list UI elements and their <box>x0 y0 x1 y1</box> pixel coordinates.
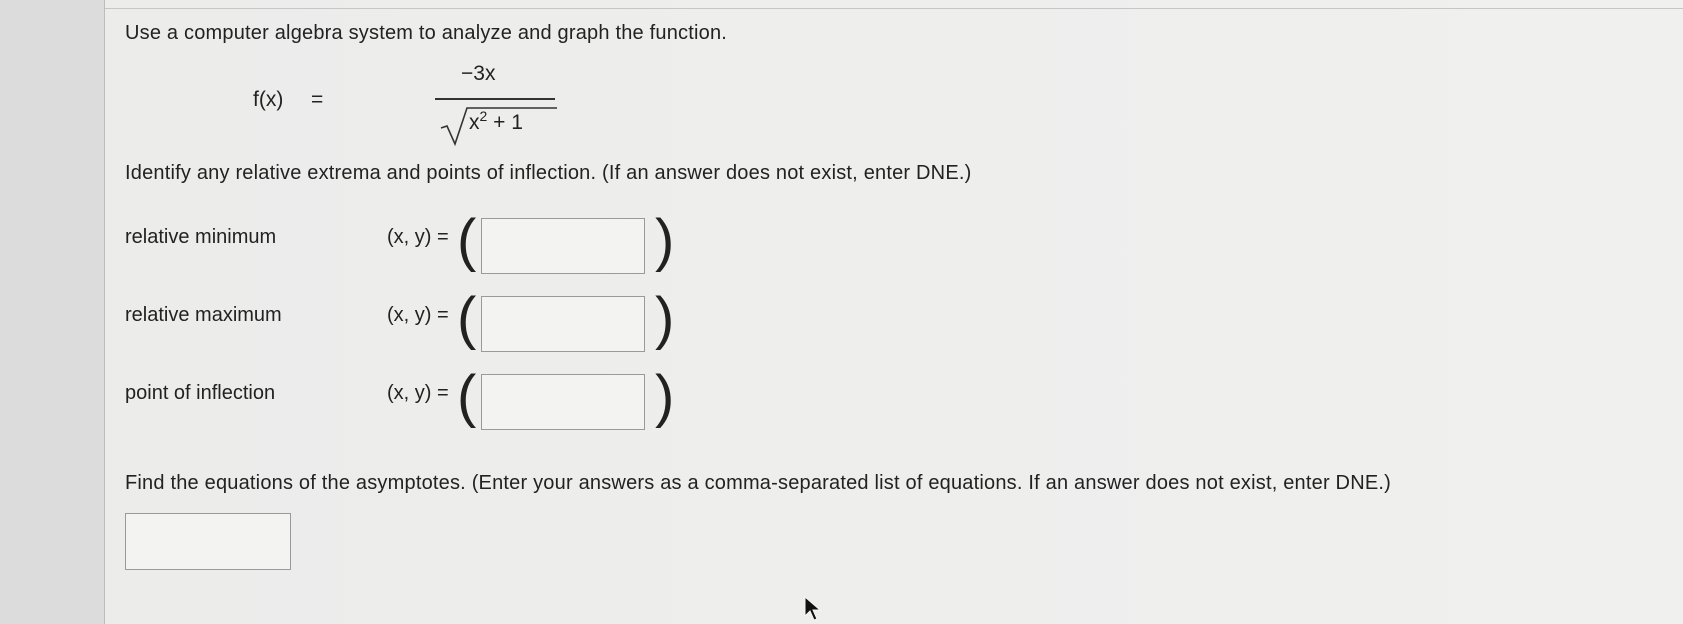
point-of-inflection-label: point of inflection <box>125 382 276 404</box>
problem-panel <box>104 0 1683 624</box>
relative-maximum-label: relative maximum <box>125 304 282 326</box>
fraction-bar <box>435 98 555 100</box>
relative-minimum-input[interactable] <box>481 218 645 274</box>
function-formula <box>253 62 553 142</box>
radicand-exponent: 2 <box>479 108 488 124</box>
relative-maximum-input[interactable] <box>481 296 645 352</box>
close-paren: ) <box>655 208 675 273</box>
asymptotes-input[interactable] <box>125 513 291 570</box>
top-divider <box>105 8 1683 9</box>
function-numerator: −3x <box>461 62 496 85</box>
close-paren: ) <box>655 286 675 351</box>
relative-minimum-xy: (x, y) = <box>387 226 449 248</box>
mouse-cursor-icon <box>804 596 822 622</box>
intro-text: Use a computer algebra system to analyze and graph the function. <box>125 22 728 44</box>
function-lhs: f(x) <box>253 88 284 111</box>
open-paren: ( <box>457 208 477 273</box>
close-paren: ) <box>655 364 675 429</box>
function-radicand <box>469 108 523 135</box>
open-paren: ( <box>457 364 477 429</box>
relative-maximum-xy: (x, y) = <box>387 304 449 326</box>
open-paren: ( <box>457 286 477 351</box>
point-of-inflection-xy: (x, y) = <box>387 382 449 404</box>
point-of-inflection-input[interactable] <box>481 374 645 430</box>
radicand-rest: + 1 <box>487 111 523 134</box>
function-equals: = <box>311 88 324 111</box>
asymptote-prompt: Find the equations of the asymptotes. (Enter your answers as a comma-separated list of equations. If an answer does not exist, enter DNE.) <box>125 472 1391 494</box>
relative-minimum-label: relative minimum <box>125 226 277 248</box>
relative-maximum-row <box>125 286 825 351</box>
point-of-inflection-row <box>125 364 825 429</box>
extrema-prompt: Identify any relative extrema and points of inflection. (If an answer does not exist, enter DNE.) <box>125 162 972 184</box>
relative-minimum-row <box>125 208 825 273</box>
radicand-base: x <box>469 111 480 134</box>
